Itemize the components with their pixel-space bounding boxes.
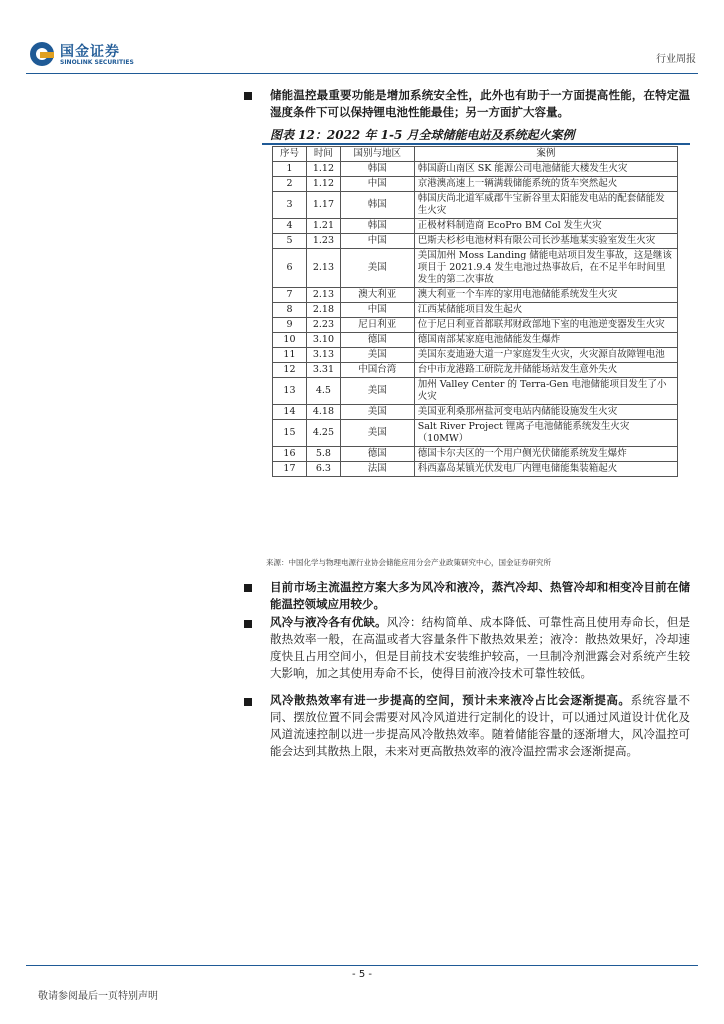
case-date: 1.12 [306, 162, 340, 177]
case-region: 中国 [340, 303, 414, 318]
case-date: 2.23 [306, 318, 340, 333]
case-index: 3 [273, 192, 307, 219]
table-row [273, 303, 678, 318]
table-row [273, 192, 678, 219]
fire-cases-table [272, 146, 678, 477]
case-description: 加州 Valley Center 的 Terra-Gen 电池储能项目发生了小火灾 [414, 378, 677, 405]
case-date: 4.25 [306, 420, 340, 447]
case-date: 1.23 [306, 234, 340, 249]
case-date: 1.21 [306, 219, 340, 234]
case-index: 1 [273, 162, 307, 177]
report-type: 行业周报 [656, 54, 696, 65]
case-region: 美国 [340, 348, 414, 363]
case-region: 美国 [340, 405, 414, 420]
case-index: 17 [273, 462, 307, 477]
table-row [273, 177, 678, 192]
bullet-square-icon [244, 698, 252, 706]
header-index: 序号 [273, 147, 307, 162]
table-row [273, 348, 678, 363]
case-description: 位于尼日利亚首都联邦财政部地下室的电池逆变器发生火灾 [414, 318, 677, 333]
table-row [273, 234, 678, 249]
paragraph-body: 系统容量不同、摆放位置不同会需要对风冷风道进行定制化的设计，可以通过风道设计优化及风道流速控制以进一步提高风冷散热效率。随着储能容量的逐渐增大，风冷温控可能会达到其散热上限，未来对更高散热效率的液冷温控需求会逐渐提高。 [270, 693, 690, 758]
bullet-square-icon [244, 92, 252, 100]
case-region: 澳大利亚 [340, 288, 414, 303]
table-row [273, 219, 678, 234]
case-region: 尼日利亚 [340, 318, 414, 333]
paragraph-body: 风冷：结构简单、成本降低、可靠性高且使用寿命长，但是散热效率一般，在高温或者大容量条件下散热效果差；液冷：散热效果好，冷却速度快且占用空间小，但是目前技术安装维护较高，一旦制冷剂泄露会对系统产生较大影响，加之其使用寿命不长，使得目前液冷技术可靠性较低。 [270, 615, 691, 680]
paragraph-lead: 风冷与液冷各有优缺。 [270, 615, 387, 629]
case-description: 韩国蔚山南区 SK 能源公司电池储能大楼发生火灾 [414, 162, 677, 177]
case-description: 台中市龙港路工研院龙井储能场站发生意外失火 [414, 363, 677, 378]
case-description: 京港澳高速上一辆满载储能系统的货车突然起火 [414, 177, 677, 192]
case-date: 3.13 [306, 348, 340, 363]
figure-source: 来源：中国化学与物理电源行业协会储能应用分会产业政策研究中心，国金证券研究所 [266, 558, 551, 567]
case-index: 11 [273, 348, 307, 363]
case-region: 德国 [340, 447, 414, 462]
case-region: 中国 [340, 177, 414, 192]
case-date: 6.3 [306, 462, 340, 477]
case-date: 1.12 [306, 177, 340, 192]
table-row [273, 249, 678, 288]
case-description: 江西某储能项目发生起火 [414, 303, 677, 318]
case-description: 韩国庆尚北道军威郡牛宝新谷里太阳能发电站的配套储能发生火灾 [414, 192, 677, 219]
case-index: 2 [273, 177, 307, 192]
case-region: 法国 [340, 462, 414, 477]
table-row [273, 162, 678, 177]
header-region: 国别与地区 [340, 147, 414, 162]
case-index: 12 [273, 363, 307, 378]
header-divider [26, 73, 698, 74]
bullet-square-icon [244, 584, 252, 592]
paragraph-future-liquid-cooling [270, 692, 690, 760]
table-row [273, 405, 678, 420]
case-region: 中国台湾 [340, 363, 414, 378]
table-row [273, 447, 678, 462]
company-logo [30, 41, 140, 69]
case-description: 美国东麦迪逊大道一户家庭发生火灾，火灾源自故障锂电池 [414, 348, 677, 363]
case-index: 14 [273, 405, 307, 420]
case-description: 巴斯夫杉杉电池材料有限公司长沙基地某实验室发生火灾 [414, 234, 677, 249]
case-region: 中国 [340, 234, 414, 249]
case-description: 科西嘉岛某镇光伏发电厂内锂电储能集装箱起火 [414, 462, 677, 477]
case-index: 9 [273, 318, 307, 333]
paragraph-mainstream-solutions: 目前市场主流温控方案大多为风冷和液冷，蒸汽冷却、热管冷却和相变冷目前在储能温控领域应用较少。 [270, 580, 690, 611]
case-description: 德国南部某家庭电池储能发生爆炸 [414, 333, 677, 348]
header-case: 案例 [414, 147, 677, 162]
case-date: 5.8 [306, 447, 340, 462]
case-region: 韩国 [340, 162, 414, 177]
paragraph-storage-temp-control: 储能温控最重要功能是增加系统安全性，此外也有助于一方面提高性能，在特定温湿度条件下可以保持锂电池性能最佳；另一方面扩大容量。 [270, 88, 690, 119]
case-index: 16 [273, 447, 307, 462]
case-description: 澳大利亚一个车库的家用电池储能系统发生火灾 [414, 288, 677, 303]
case-region: 美国 [340, 249, 414, 288]
case-index: 7 [273, 288, 307, 303]
case-index: 15 [273, 420, 307, 447]
table-row [273, 288, 678, 303]
case-date: 3.31 [306, 363, 340, 378]
page-header [26, 38, 698, 72]
case-date: 4.18 [306, 405, 340, 420]
case-region: 韩国 [340, 219, 414, 234]
case-description: 美国加州 Moss Landing 储能电站项目发生事故，这是继该项目于 2021.9.4 发生电池过热事故后，在不足半年时间里发生的第二次事故 [414, 249, 677, 288]
case-region: 美国 [340, 378, 414, 405]
page-number: - 5 - [352, 969, 372, 980]
case-region: 美国 [340, 420, 414, 447]
case-date: 3.10 [306, 333, 340, 348]
case-index: 4 [273, 219, 307, 234]
table-row [273, 420, 678, 447]
table-row [273, 462, 678, 477]
table-row [273, 363, 678, 378]
case-description: 美国亚利桑那州盐河变电站内储能设施发生火灾 [414, 405, 677, 420]
logo-icon [30, 42, 54, 66]
bullet-square-icon [244, 620, 252, 628]
paragraph-lead: 风冷散热效率有进一步提高的空间，预计未来液冷占比会逐渐提高。 [270, 693, 631, 707]
table-row [273, 378, 678, 405]
case-description: 正极材料制造商 EcoPro BM Col 发生火灾 [414, 219, 677, 234]
logo-text-cn: 国金证券 [60, 44, 120, 60]
case-index: 8 [273, 303, 307, 318]
case-index: 13 [273, 378, 307, 405]
table-row [273, 333, 678, 348]
footer-divider [26, 965, 698, 966]
case-index: 10 [273, 333, 307, 348]
case-region: 德国 [340, 333, 414, 348]
case-date: 2.13 [306, 288, 340, 303]
case-index: 6 [273, 249, 307, 288]
case-region: 韩国 [340, 192, 414, 219]
case-description: Salt River Project 锂离子电池储能系统发生火灾（10MW） [414, 420, 677, 447]
case-date: 1.17 [306, 192, 340, 219]
logo-text-en: SINOLINK SECURITIES [60, 59, 134, 66]
header-date: 时间 [306, 147, 340, 162]
case-date: 2.13 [306, 249, 340, 288]
case-date: 2.18 [306, 303, 340, 318]
table-row [273, 318, 678, 333]
footer-disclaimer: 敬请参阅最后一页特别声明 [38, 991, 158, 1002]
figure-title: 图表 12：2022 年 1-5 月全球储能电站及系统起火案例 [270, 128, 575, 142]
paragraph-air-vs-liquid [270, 614, 690, 682]
case-date: 4.5 [306, 378, 340, 405]
table-header-row [273, 147, 678, 162]
figure-title-divider [262, 143, 690, 145]
case-index: 5 [273, 234, 307, 249]
case-description: 德国卡尔夫区的一个用户侧光伏储能系统发生爆炸 [414, 447, 677, 462]
